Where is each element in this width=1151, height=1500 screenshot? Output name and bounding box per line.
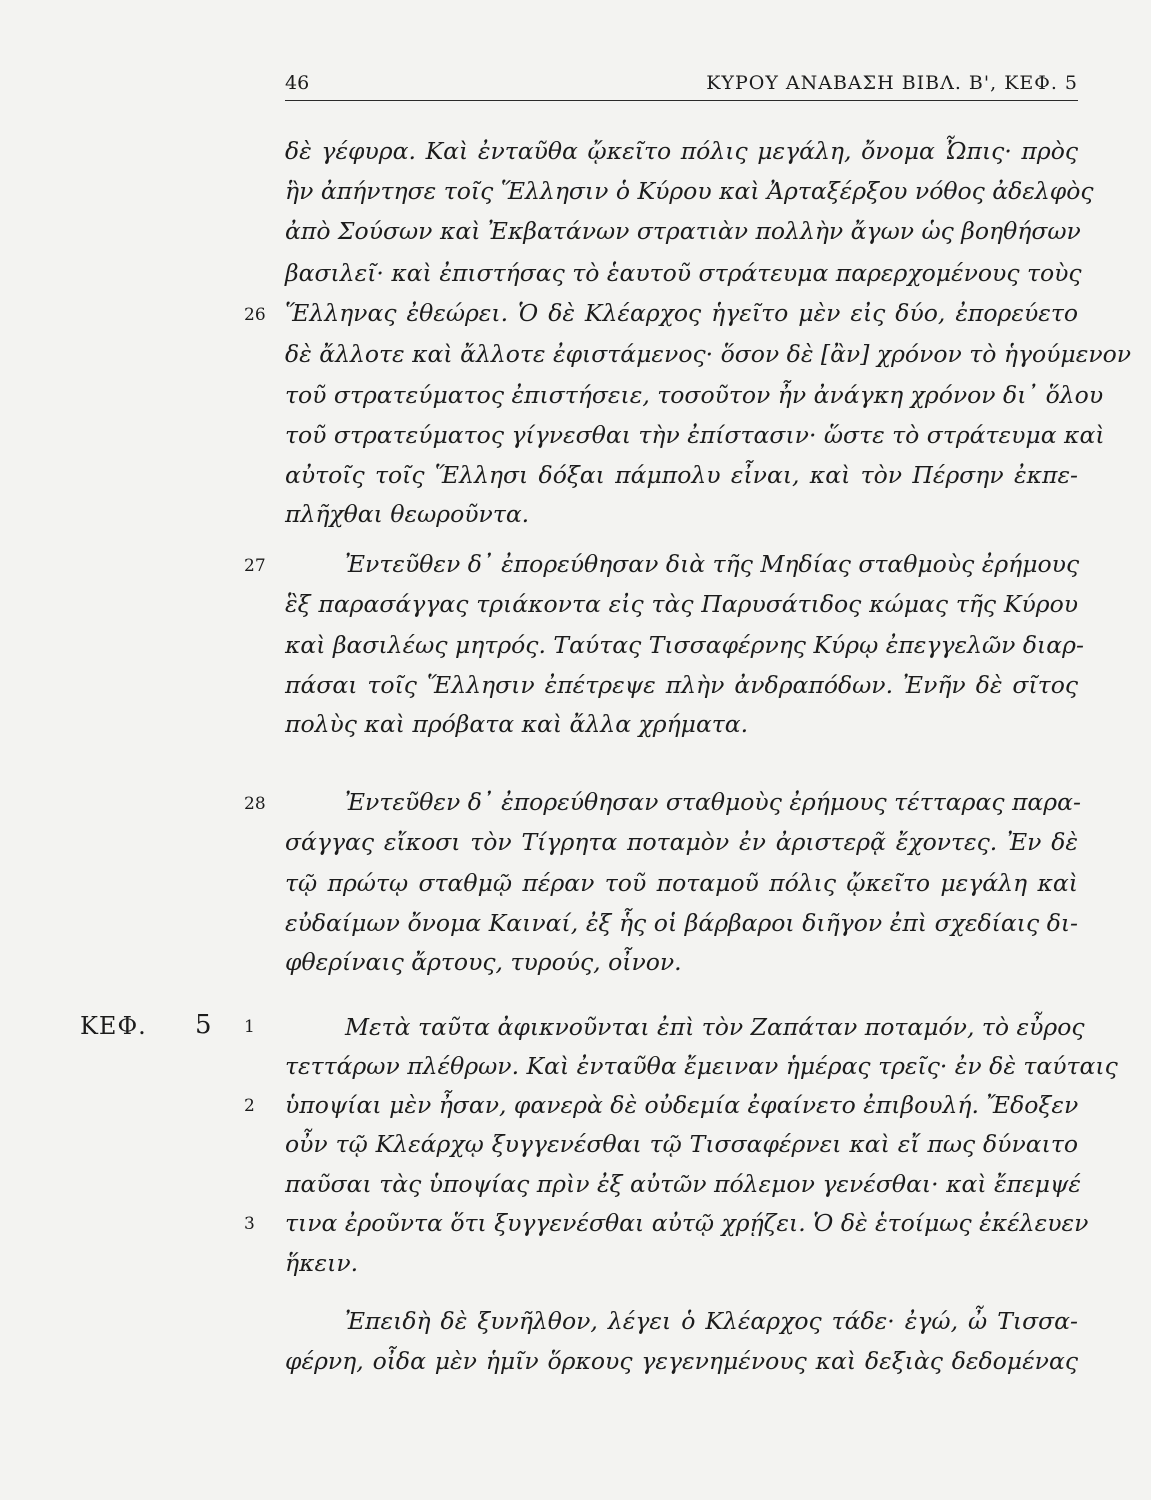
text-line: ἀπὸ Σούσων καὶ Ἐκβατάνων στρατιὰν πολλὴν ἄγων ὡς βοηθήσων — [285, 217, 1081, 245]
text-line: τοῦ στρατεύματος ἐπιστήσειε, τοσοῦτον ἦν ἀνάγκη χρόνον δι᾽ ὅλου — [285, 381, 1104, 409]
text-line: τοῦ στρατεύματος γίγνεσθαι τὴν ἐπίστασιν· ὥστε τὸ στράτευμα καὶ — [285, 421, 1105, 449]
text-line: σάγγας εἴκοσι τὸν Τίγρητα ποταμὸν ἐν ἀριστερᾷ ἔχοντες. Ἐν δὲ — [285, 828, 1078, 856]
text-line: Ἐντεῦθεν δ᾽ ἐπορεύθησαν σταθμοὺς ἐρήμους τέτταρας παρα- — [345, 788, 1081, 816]
text-line: τῷ πρώτῳ σταθμῷ πέραν τοῦ ποταμοῦ πόλις ᾤκεῖτο μεγάλη καὶ — [285, 869, 1078, 897]
text-line: τινα ἐροῦντα ὅτι ξυγγενέσθαι αὐτῷ χρῄζει. Ὁ δὲ ἑτοίμως ἐκέλευεν — [285, 1209, 1089, 1237]
text-line: Ἕλληνας ἐθεώρει. Ὁ δὲ Κλέαρχος ἡγεῖτο μὲν εἰς δύο, ἐπορεύετο — [285, 299, 1078, 327]
section-number: 27 — [244, 556, 266, 576]
chapter-label: ΚΕΦ. — [80, 1012, 147, 1040]
text-line: εὐδαίμων ὄνομα Καιναί, ἐξ ἧς οἱ βάρβαροι διῆγον ἐπὶ σχεδίαις δι- — [285, 909, 1078, 937]
text-line: πλῆχθαι θεωροῦντα. — [285, 500, 530, 528]
text-line: δὲ ἄλλοτε καὶ ἄλλοτε ἐφιστάμενος· ὅσον δὲ [ἂν] χρόνον τὸ ἡγούμενον — [285, 340, 1132, 368]
page-number: 46 — [285, 72, 310, 94]
text-line: ἥκειν. — [285, 1249, 359, 1277]
text-line: αὐτοῖς τοῖς Ἕλλησι δόξαι πάμπολυ εἶναι, καὶ τὸν Πέρσην ἐκπε- — [285, 461, 1078, 489]
section-number: 26 — [244, 305, 266, 325]
text-line: ἓξ παρασάγγας τριάκοντα εἰς τὰς Παρυσάτιδος κώμας τῆς Κύρου — [285, 590, 1078, 618]
section-number: 2 — [244, 1096, 255, 1116]
text-line: Μετὰ ταῦτα ἀφικνοῦνται ἐπὶ τὸν Ζαπάταν ποταμόν, τὸ εὖρος — [345, 1013, 1085, 1041]
text-line: Ἐντεῦθεν δ᾽ ἐπορεύθησαν διὰ τῆς Μηδίας σταθμοὺς ἐρήμους — [345, 550, 1080, 578]
text-line: Ἐπειδὴ δὲ ξυνῆλθον, λέγει ὁ Κλέαρχος τάδε· ἐγώ, ὦ Τισσα- — [345, 1307, 1078, 1335]
text-line: πολὺς καὶ πρόβατα καὶ ἄλλα χρήματα. — [285, 710, 749, 738]
text-line: ὑποψίαι μὲν ἦσαν, φανερὰ δὲ οὐδεμία ἐφαίνετο ἐπιβουλή. Ἔδοξεν — [285, 1091, 1079, 1119]
running-title: ΚΥΡΟΥ ΑΝΑΒΑΣΗ ΒΙΒΛ. Β', ΚΕΦ. 5 — [706, 72, 1078, 94]
text-line: τεττάρων πλέθρων. Καὶ ἐνταῦθα ἔμειναν ἡμέρας τρεῖς· ἐν δὲ ταύταις — [285, 1052, 1118, 1080]
text-line: φθερίναις ἄρτους, τυρούς, οἶνον. — [285, 948, 682, 976]
text-line: βασιλεῖ· καὶ ἐπιστήσας τὸ ἑαυτοῦ στράτευμα παρερχομένους τοὺς — [285, 259, 1082, 287]
text-line: ἣν ἀπήντησε τοῖς Ἕλλησιν ὁ Κύρου καὶ Ἀρταξέρξου νόθος ἀδελφὸς — [285, 177, 1094, 205]
chapter-number: 5 — [195, 1010, 212, 1040]
text-line: καὶ βασιλέως μητρός. Ταύτας Τισσαφέρνης Κύρῳ ἐπεγγελῶν διαρ- — [285, 631, 1084, 659]
running-header — [285, 66, 1078, 101]
text-line: φέρνη, οἶδα μὲν ἡμῖν ὅρκους γεγενημένους καὶ δεξιὰς δεδομένας — [285, 1347, 1078, 1375]
section-number: 28 — [244, 794, 266, 814]
section-number: 3 — [244, 1214, 255, 1234]
text-line: οὖν τῷ Κλεάρχῳ ξυγγενέσθαι τῷ Τισσαφέρνει καὶ εἴ πως δύναιτο — [285, 1130, 1078, 1158]
section-number: 1 — [244, 1017, 255, 1037]
text-line: παῦσαι τὰς ὑποψίας πρὶν ἐξ αὐτῶν πόλεμον γενέσθαι· καὶ ἔπεμψέ — [285, 1170, 1082, 1198]
text-line: πάσαι τοῖς Ἕλλησιν ἐπέτρεψε πλὴν ἀνδραπόδων. Ἐνῆν δὲ σῖτος — [285, 671, 1078, 699]
text-line: δὲ γέφυρα. Καὶ ἐνταῦθα ᾤκεῖτο πόλις μεγάλη, ὄνομα Ὦπις· πρὸς — [285, 137, 1078, 165]
